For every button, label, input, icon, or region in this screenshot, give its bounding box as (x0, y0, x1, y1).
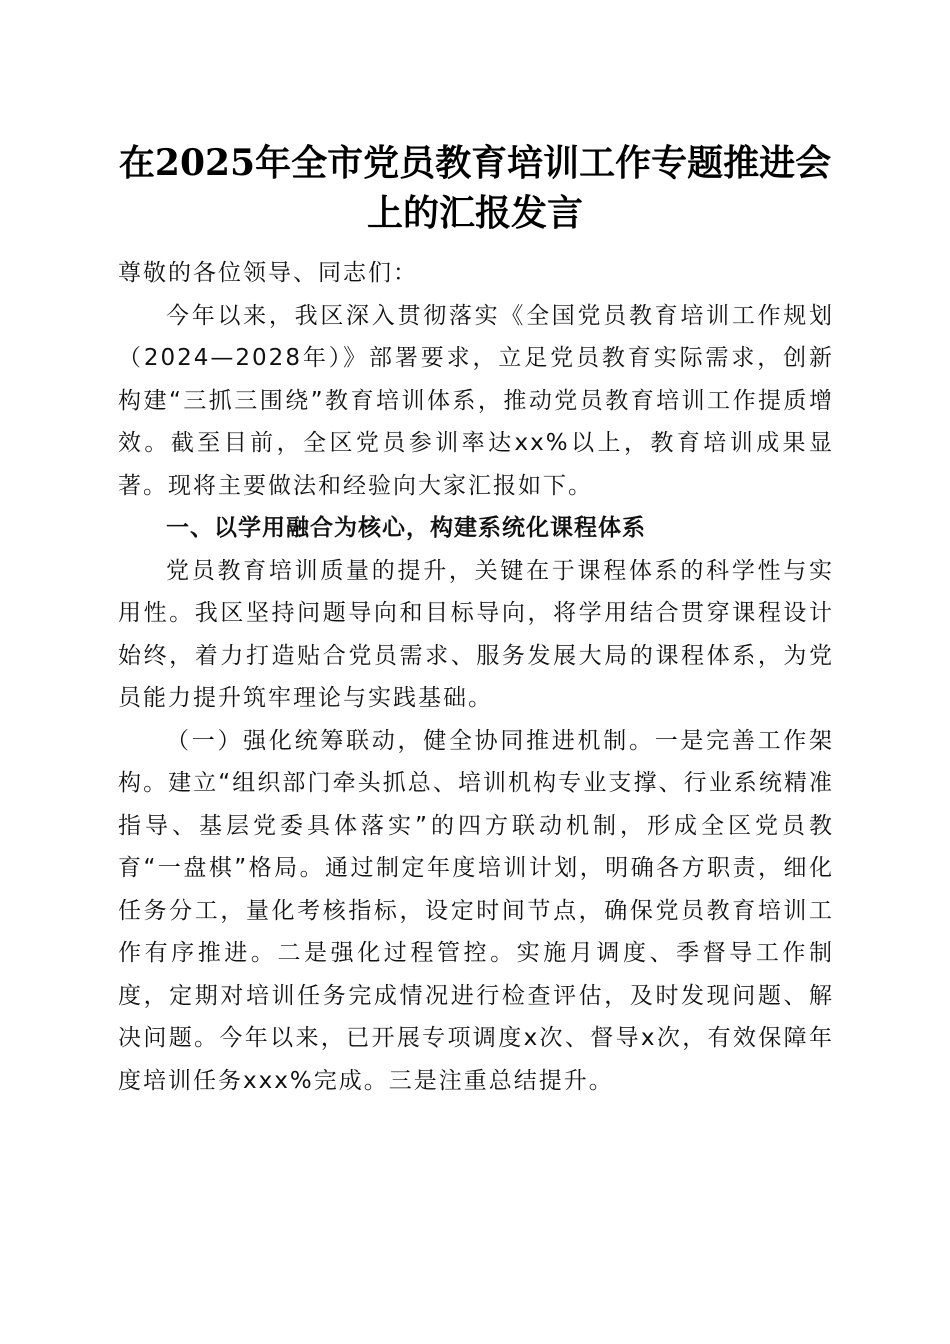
document-title (100, 138, 850, 238)
section-1-paragraph: 党员教育培训质量的提升，关键在于课程体系的科学性与实用性。我区坚持问题导向和目标导向，将学用结合贯穿课程设计始终，着力打造贴合党员需求、服务发展大局的课程体系，为党员能力提升筑牢理论与实践基础。 (118, 557, 834, 711)
title-line-1: 在2025年全市党员教育培训工作专题推进会 (118, 142, 832, 184)
subsection-1-paragraph (118, 720, 834, 1103)
subsection-1-heading: （一）强化统筹联动，健全协同推进机制。 (166, 727, 655, 754)
title-line-2: 上的汇报发言 (366, 192, 583, 234)
salutation: 尊敬的各位领导、同志们： (118, 260, 418, 286)
section-1-heading: 一、以学用融合为核心，构建系统化课程体系 (166, 515, 646, 541)
intro-paragraph: 今年以来，我区深入贯彻落实《全国党员教育培训工作规划（2024—2028年）》部署要求，立足党员教育实际需求，创新构建“三抓三围绕”教育培训体系，推动党员教育培训工作提质增效。截至目前，全区党员参训率达xx%以上，教育培训成果显著。现将主要做法和经验向大家汇报如下。 (118, 302, 834, 499)
document-body (118, 252, 834, 1102)
subsection-1-text: 一是完善工作架构。建立“组织部门牵头抓总、培训机构专业支撑、行业系统精准指导、基层党委具体落实”的四方联动机制，形成全区党员教育“一盘棋”格局。通过制定年度培训计划，明确各方职责，细化任务分工，量化考核指标，设定时间节点，确保党员教育培训工作有序推进。二是强化过程管控。实施月调度、季督导工作制度，定期对培训任务完成情况进行检查评估，及时发现问题、解决问题。今年以来，已开展专项调度x次、督导x次，有效保障年度培训任务xxx%完成。三是注重总结提升。 (118, 727, 835, 1094)
